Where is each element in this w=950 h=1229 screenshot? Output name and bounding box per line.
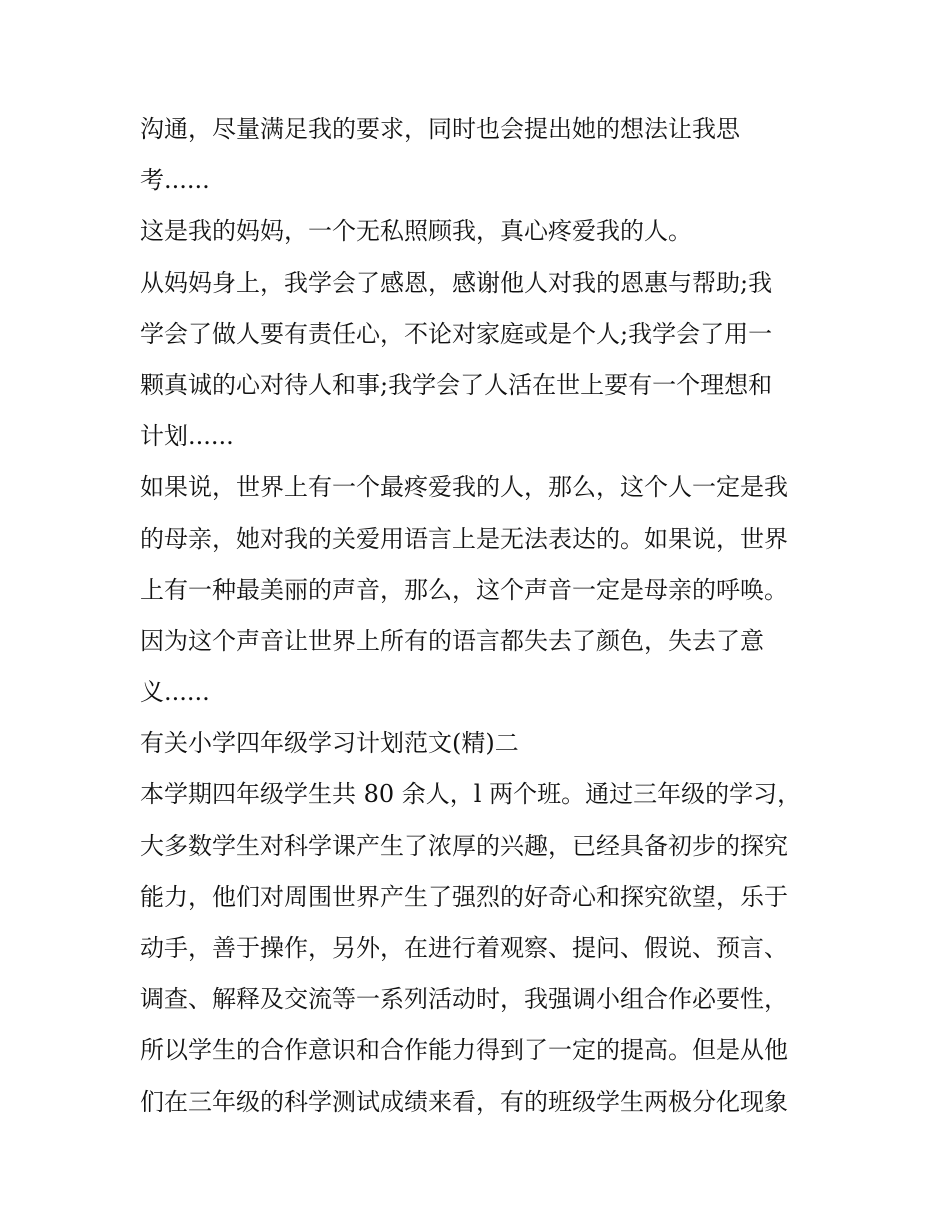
text-line: 考......: [140, 166, 210, 195]
section-heading: 有关小学四年级学习计划范文(精)二: [140, 729, 519, 758]
text-line: 们在三年级的科学测试成绩来看，有的班级学生两极分化现象: [140, 1087, 788, 1116]
text-line: 学会了做人要有责任心，不论对家庭或是个人;我学会了用一: [140, 319, 773, 348]
text-line: 的母亲，她对我的关爱用语言上是无法表达的。如果说，世界: [140, 524, 788, 553]
text-line: 调查、解释及交流等一系列活动时，我强调小组合作必要性，: [140, 985, 788, 1014]
text-line: 义......: [140, 678, 210, 707]
text-line: 动手，善于操作，另外，在进行着观察、提问、假说、预言、: [140, 934, 788, 962]
text-line: 计划......: [140, 422, 234, 451]
text-line: 所以学生的合作意识和合作能力得到了一定的提高。但是从他: [140, 1036, 788, 1065]
text-line: 如果说，世界上有一个最疼爱我的人，那么，这个人一定是我: [140, 473, 788, 502]
text-line: 大多数学生对科学课产生了浓厚的兴趣，已经具备初步的探究: [140, 831, 788, 860]
text-line: 沟通，尽量满足我的要求，同时也会提出她的想法让我思: [140, 115, 740, 143]
text-line: 颗真诚的心对待人和事;我学会了人活在世上要有一个理想和: [140, 370, 773, 399]
text-line: 能力，他们对周围世界产生了强烈的好奇心和探究欲望，乐于: [140, 882, 788, 911]
text-line: 从妈妈身上，我学会了感恩，感谢他人对我的恩惠与帮助;我: [140, 268, 773, 297]
text-line: 这是我的妈妈，一个无私照顾我，真心疼爱我的人。: [140, 217, 692, 246]
document-body: [140, 104, 820, 1128]
text-line: 上有一种最美丽的声音，那么，这个声音一定是母亲的呼唤。: [140, 575, 788, 604]
text-line: 本学期四年级学生共 80 余人，l 两个班。通过三年级的学习，: [140, 780, 802, 809]
text-line: 因为这个声音让世界上所有的语言都失去了颜色，失去了意: [140, 626, 764, 655]
